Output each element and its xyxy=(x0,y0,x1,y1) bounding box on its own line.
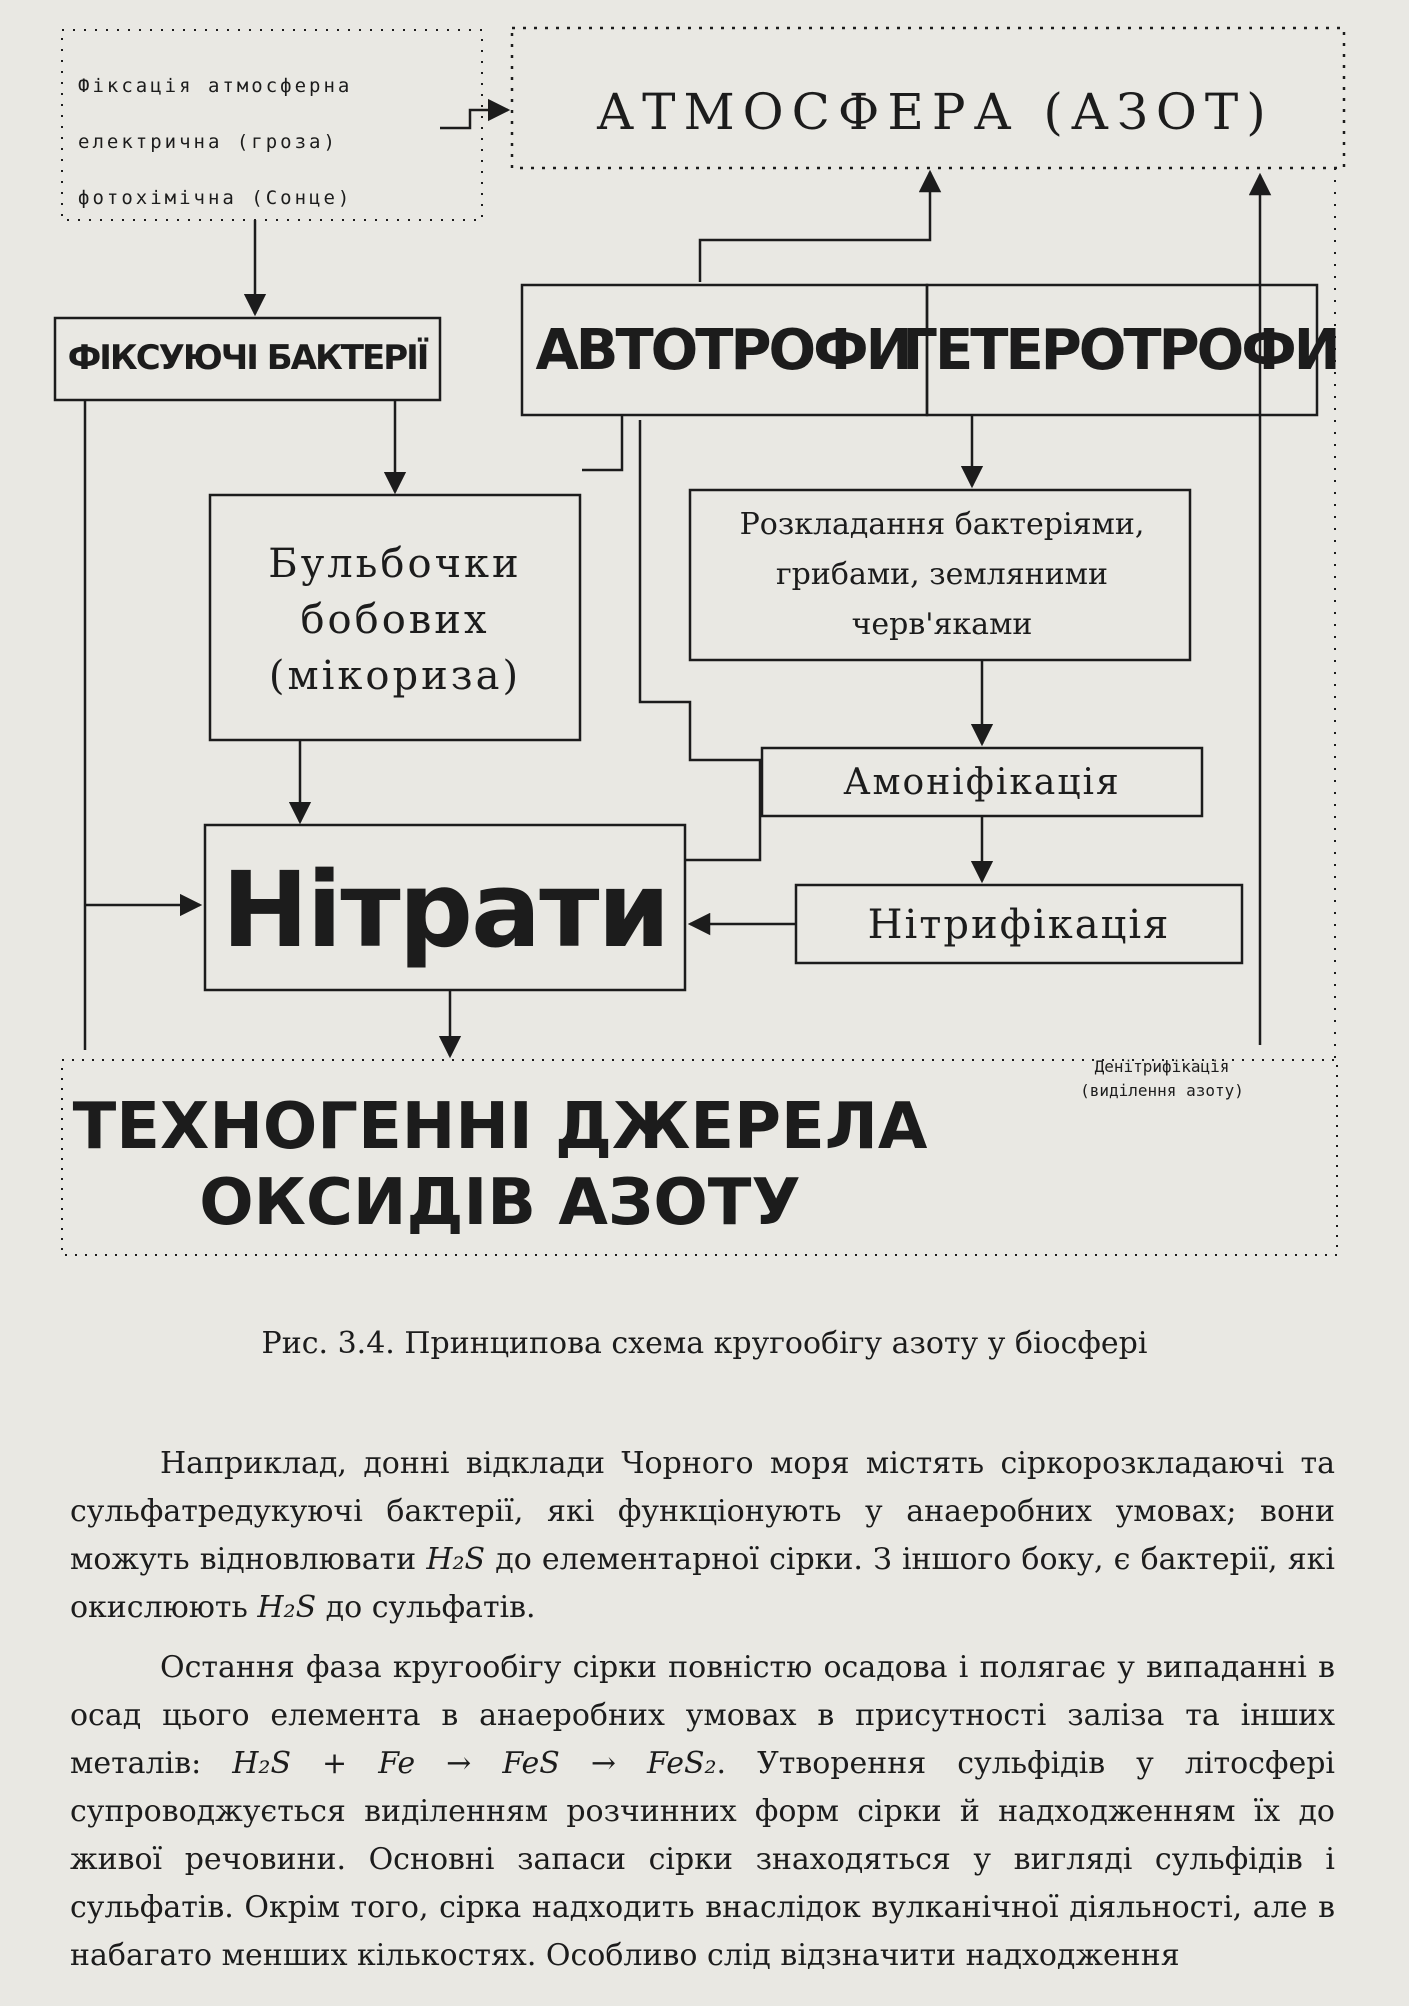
source-photochemical: фотохімічна (Сонце) xyxy=(78,187,353,209)
source-atmospheric: Фіксація атмосферна xyxy=(78,75,353,97)
nitrification-label: Нітрифікація xyxy=(867,902,1171,948)
decomposition-label: Розкладання бактеріями, грибами, земляними черв'яками xyxy=(739,507,1145,642)
figure-caption: Рис. 3.4. Принципова схема кругообігу азоту у біосфері xyxy=(261,1326,1148,1361)
arrow-auto-to-nodules xyxy=(582,415,622,470)
fixing-bacteria-label: ФІКСУЮЧІ БАКТЕРІЇ xyxy=(67,338,428,378)
formula-sulfide: H₂S + Fe → FeS → FeS₂ xyxy=(232,1746,717,1781)
denitrification-label: Денітрифікація (виділення азоту) xyxy=(1080,1057,1244,1100)
formula-h2s: H₂S xyxy=(257,1590,317,1625)
nitrates-label: Нітрати xyxy=(221,849,669,971)
body-text xyxy=(70,1440,1335,1992)
source-electric: електрична (гроза) xyxy=(78,131,338,153)
ammonification-label: Амоніфікація xyxy=(843,761,1121,803)
technogenic-label: ТЕХНОГЕННІ ДЖЕРЕЛА ОКСИДІВ АЗОТУ xyxy=(72,1090,928,1240)
paragraph-2: Остання фаза кругообігу сірки повністю осадова і полягає у випаданні в осад цього елемента в анаеробних умовах в присутності заліза та інших металів: H₂S + Fe → FeS → FeS₂. Утворення сульфідів у літосфері супроводжується виділенням розчинних форм сірки й надходженням їх до живої речовини. Основні запаси сірки знаходяться у вигляді сульфідів і сульфатів. Окрім того, сірка надходить внаслідок вулканічної діяльності, але в набагато менших кількостях. Особливо слід відзначити надходження xyxy=(70,1650,1335,1973)
atmosphere-label: АТМОСФЕРА (АЗОТ) xyxy=(596,83,1274,141)
sources-list xyxy=(78,58,498,226)
autotrophs-label: АВТОТРОФИ xyxy=(535,317,910,383)
formula-h2s: H₂S xyxy=(426,1542,486,1577)
arrow-atm-from-auto xyxy=(700,172,930,282)
paragraph-1: Наприклад, донні відклади Чорного моря містять сіркорозкладаючі та сульфатредукуючі бактерії, які функціонують у анаеробних умовах; вони можуть відновлювати H₂S до елементарної сірки. З іншого боку, є бактерії, які окислюють H₂S до сульфатів. xyxy=(70,1446,1336,1625)
nodules-label: Бульбочки бобових (мікориза) xyxy=(268,541,522,699)
heterotrophs-label: ГЕТЕРОТРОФИ xyxy=(902,317,1338,383)
